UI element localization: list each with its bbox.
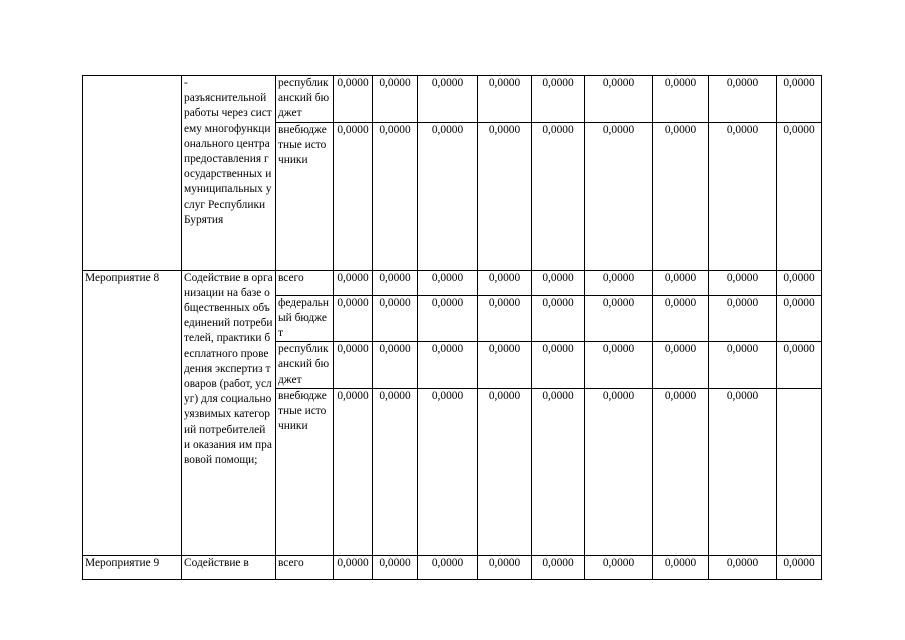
value-cell: 0,0000 — [478, 342, 532, 389]
description-text: - разъяснительной работы через систему многофункционального центра предоставления государственных и муниципальных услуг Республики Бурятия — [184, 77, 272, 226]
value-cell: 0,0000 — [478, 388, 532, 555]
source-cell: внебюджетные источники — [276, 388, 334, 555]
value-cell: 0,0000 — [653, 295, 709, 342]
value-cell: 0,0000 — [373, 342, 418, 389]
value-cell: 0,0000 — [478, 122, 532, 270]
value-cell: 0,0000 — [373, 388, 418, 555]
value-cell: 0,0000 — [532, 555, 585, 579]
value-cell: 0,0000 — [418, 122, 478, 270]
value-cell: 0,0000 — [777, 270, 822, 295]
value-cell: 0,0000 — [532, 122, 585, 270]
value-cell: 0,0000 — [373, 76, 418, 123]
value-cell: 0,0000 — [373, 270, 418, 295]
value-cell: 0,0000 — [418, 388, 478, 555]
source-cell: республиканский бюджет — [276, 342, 334, 389]
value-cell: 0,0000 — [777, 122, 822, 270]
value-cell: 0,0000 — [585, 388, 653, 555]
value-cell: 0,0000 — [709, 122, 777, 270]
value-cell: 0,0000 — [709, 555, 777, 579]
value-cell: 0,0000 — [709, 270, 777, 295]
value-cell: 0,0000 — [585, 270, 653, 295]
value-cell: 0,0000 — [418, 555, 478, 579]
value-cell: 0,0000 — [709, 76, 777, 123]
value-cell: 0,0000 — [334, 388, 373, 555]
funding-table — [82, 75, 822, 580]
description-cell: Содействие в — [182, 555, 276, 579]
value-cell: 0,0000 — [418, 76, 478, 123]
value-cell: 0,0000 — [334, 270, 373, 295]
value-cell: 0,0000 — [585, 295, 653, 342]
value-cell: 0,0000 — [334, 122, 373, 270]
event-cell — [83, 76, 182, 271]
value-cell: 0,0000 — [418, 270, 478, 295]
value-cell: 0,0000 — [532, 342, 585, 389]
value-cell: 0,0000 — [334, 295, 373, 342]
value-cell: 0,0000 — [777, 555, 822, 579]
value-cell: 0,0000 — [653, 555, 709, 579]
value-cell: 0,0000 — [532, 270, 585, 295]
value-cell: 0,0000 — [777, 295, 822, 342]
description-cell — [182, 76, 276, 271]
value-cell: 0,0000 — [653, 76, 709, 123]
table-row — [83, 555, 822, 579]
value-cell — [777, 388, 822, 555]
value-cell: 0,0000 — [373, 555, 418, 579]
value-cell: 0,0000 — [478, 76, 532, 123]
value-cell: 0,0000 — [532, 295, 585, 342]
source-cell: внебюджетные источники — [276, 122, 334, 270]
value-cell: 0,0000 — [777, 342, 822, 389]
value-cell: 0,0000 — [418, 295, 478, 342]
value-cell: 0,0000 — [653, 342, 709, 389]
value-cell: 0,0000 — [585, 122, 653, 270]
value-cell: 0,0000 — [653, 388, 709, 555]
value-cell: 0,0000 — [532, 76, 585, 123]
value-cell: 0,0000 — [334, 342, 373, 389]
value-cell: 0,0000 — [373, 122, 418, 270]
value-cell: 0,0000 — [478, 295, 532, 342]
event-cell: Мероприятие 8 — [83, 270, 182, 555]
value-cell: 0,0000 — [777, 76, 822, 123]
table-row — [83, 270, 822, 295]
description-cell: Содействие в организации на базе общественных объединений потребителей, практики бесплатного проведения экспертиз товаров (работ, услуг) для социально уязвимых категорий потребителей и оказания им правовой помощи; — [182, 270, 276, 555]
value-cell: 0,0000 — [532, 388, 585, 555]
value-cell: 0,0000 — [334, 555, 373, 579]
value-cell: 0,0000 — [334, 76, 373, 123]
source-cell: всего — [276, 555, 334, 579]
value-cell: 0,0000 — [418, 342, 478, 389]
value-cell: 0,0000 — [585, 76, 653, 123]
event-cell: Мероприятие 9 — [83, 555, 182, 579]
value-cell: 0,0000 — [709, 388, 777, 555]
value-cell: 0,0000 — [478, 555, 532, 579]
value-cell: 0,0000 — [373, 295, 418, 342]
value-cell: 0,0000 — [585, 342, 653, 389]
table-row — [83, 76, 822, 123]
value-cell: 0,0000 — [653, 270, 709, 295]
value-cell: 0,0000 — [585, 555, 653, 579]
value-cell: 0,0000 — [709, 295, 777, 342]
value-cell: 0,0000 — [478, 270, 532, 295]
value-cell: 0,0000 — [653, 122, 709, 270]
source-cell: всего — [276, 270, 334, 295]
source-cell: федеральный бюджет — [276, 295, 334, 342]
source-cell: республиканский бюджет — [276, 76, 334, 123]
value-cell: 0,0000 — [709, 342, 777, 389]
